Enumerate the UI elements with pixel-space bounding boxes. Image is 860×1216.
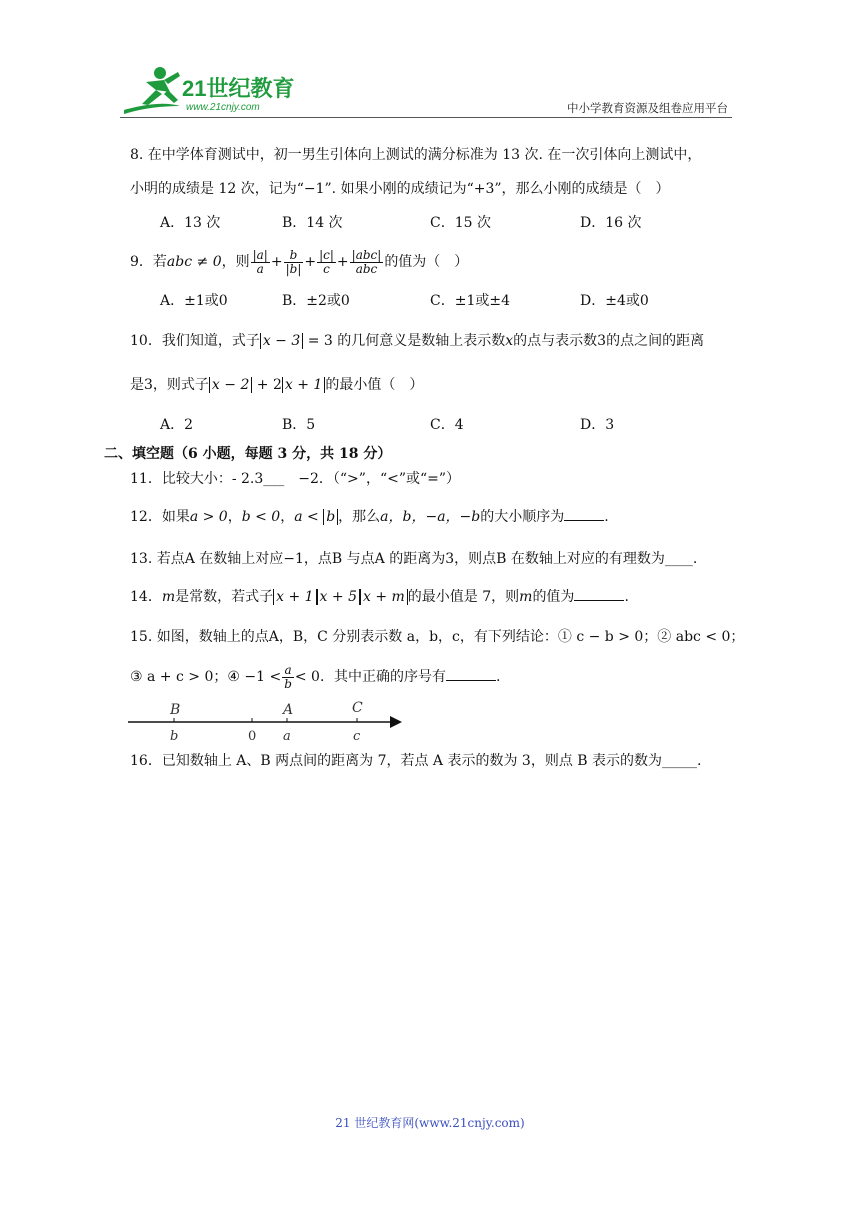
q8-option-b: B．14 次 [282,215,343,231]
logo-url: www.21cnjy.com [186,102,260,113]
arrow-head-icon [390,716,402,728]
q8-line1: 8. 在中学体育测试中，初一男生引体向上测试的满分标准为 13 次. 在一次引体向上测试中， [130,147,702,163]
value-b-label: b [170,729,179,744]
q9-then: ，则 [221,254,250,270]
header-divider [120,117,732,118]
q15-fraction: $\frac{a}{b}$ [284,662,292,691]
section-title-fill-in: 二、填空题（6 小题，每题 3 分，共 18 分） [104,446,392,462]
q10-line1: 10．我们知道，式子 x − 3 = 3 的几何意义是数轴上表示数x的点与表示数3的点之间的距离 [130,333,705,349]
logo [120,60,320,116]
number-line-figure [128,700,408,744]
q9-fraction-1: $\frac{|a|}{a}$ [252,247,268,276]
q14-answer-blank [574,588,624,601]
q8-option-c: C．15 次 [430,215,491,231]
q13-line: 13. 若点A 在数轴上对应−1，点B 与点A 的距离为3，则点B 在数轴上对应的有理数为____. [130,551,698,567]
point-a-label: A [283,702,294,718]
q16-line: 16．已知数轴上 A、B 两点间的距离为 7，若点 A 表示的数为 3，则点 B 表示的数为_____. [130,753,702,769]
q10-abs-expr: x − 3 [260,333,303,349]
q9-option-a: A．±1或0 [160,293,228,309]
q10-line2: 是3，则式子 x − 2 + 2 x + 1 的最小值（ ） [130,377,424,393]
q10-option-c: C．4 [430,417,464,433]
value-c-label: c [353,729,361,744]
q9-fraction-2: $\frac{b}{|b|}$ [285,247,302,276]
q10-option-a: A．2 [160,417,194,433]
q12-answer-blank [564,508,604,521]
q15-answer-blank [446,668,496,681]
point-b-label: B [170,702,181,718]
q9-option-c: C．±1或±4 [430,293,510,309]
q9-option-b: B．±2或0 [282,293,350,309]
q14-line: 14．m是常数，若式子 x + 1 x + 5 x + m 的最小值是 7，则m的值为 . [130,589,629,605]
q10-option-d: D．3 [580,417,615,433]
q9-prefix: 9．若 [130,254,167,270]
value-a-label: a [283,729,291,744]
q9-fraction-4: $\frac{\text{|abc|}}{\text{abc}}$ [351,247,382,276]
page-footer: 21 世纪教育网(www.21cnjy.com) [335,1116,525,1130]
logo-title: 21世纪教育 [182,76,295,101]
q9-line: 9．若abc ≠ 0，则 $\frac{|a|}{a}$ + $\frac{b}{|b|}$ + $\frac{|c|}{c}$ + $\frac{\text{|abc|}}{\text{abc}}$ 的值为（ ） [130,247,469,276]
point-c-label: C [352,700,363,716]
q10-option-b: B．5 [282,417,316,433]
q8-line2: 小明的成绩是 12 次，记为“−1”. 如果小刚的成绩记为“+3”，那么小刚的成绩是（ ） [130,181,670,197]
platform-name: 中小学教育资源及组卷应用平台 [567,101,728,115]
q11-line: 11．比较大小：- 2.3___ −2．（“>”，“<”或“=”） [130,471,461,487]
q8-option-d: D．16 次 [580,215,642,231]
q9-suffix: 的值为（ ） [384,254,469,270]
q9-condition: abc ≠ 0 [166,254,222,270]
q15-line2: ③ a + c > 0；④ −1 < $\frac{a}{b}$ < 0．其中正确的序号有 . [130,662,501,691]
page-header [120,60,732,118]
value-zero-label: 0 [248,729,257,744]
q9-option-d: D．±4或0 [580,293,649,309]
q15-line1: 15. 如图，数轴上的点A，B，C 分别表示数 a，b，c，有下列结论：① c − b > 0；② abc < 0； [130,629,745,645]
q9-fraction-3: $\frac{|c|}{c}$ [319,247,334,276]
q12-line: 12．如果a > 0，b < 0，a < b ，那么a，b，−a，−b的大小顺序为 . [130,509,609,525]
runner-icon [124,67,180,114]
q8-option-a: A．13 次 [160,215,221,231]
